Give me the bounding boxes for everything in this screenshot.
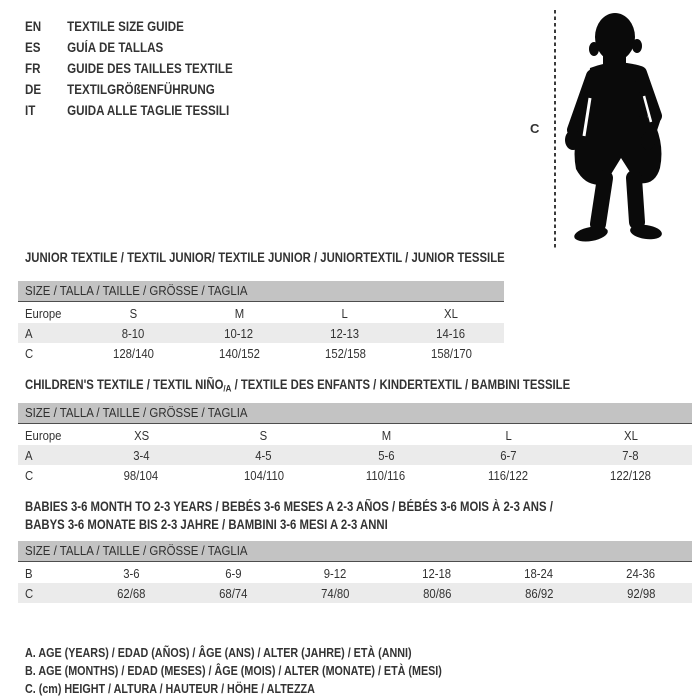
size-value-cell: 62/68 bbox=[116, 585, 146, 601]
size-value-cell: 24-36 bbox=[626, 565, 656, 581]
size-value-cell: 110/116 bbox=[366, 467, 406, 483]
height-measure-dashed-line bbox=[554, 10, 556, 248]
size-value-cell: M bbox=[381, 427, 391, 443]
language-label: GUIDA ALLE TAGLIE TESSILI bbox=[67, 103, 230, 118]
size-value-cell: 12-13 bbox=[330, 325, 360, 341]
size-value-cell: 14-16 bbox=[436, 325, 466, 341]
size-value-cell: 98/104 bbox=[123, 467, 159, 483]
table-row bbox=[18, 303, 504, 323]
size-value-cell: 7-8 bbox=[622, 447, 639, 463]
table-title-line: BABYS 3-6 MONATE BIS 2-3 JAHRE / BAMBINI 3-6 MESI A 2-3 ANNI bbox=[25, 517, 388, 532]
language-label: GUÍA DE TALLAS bbox=[67, 40, 164, 55]
table-title bbox=[18, 498, 692, 534]
language-code: IT bbox=[25, 103, 36, 118]
table-title-line: CHILDREN'S TEXTILE / TEXTIL $NIÑO_{/A}$ / TEXTILE DES ENFANTS / KINDERTEXTIL / BAMBINI TESSILE bbox=[25, 377, 571, 395]
size-value-cell: S bbox=[129, 305, 137, 321]
footnotes bbox=[25, 644, 510, 698]
language-row bbox=[25, 58, 267, 79]
language-label: TEXTILE SIZE GUIDE bbox=[67, 19, 184, 34]
size-value-cell: 5-6 bbox=[377, 447, 395, 463]
row-label-cell: C bbox=[25, 467, 34, 483]
language-label: GUIDE DES TAILLES TEXTILE bbox=[67, 61, 233, 76]
table-title bbox=[18, 376, 692, 394]
language-row bbox=[25, 37, 267, 58]
footnote: B. AGE (MONTHS) / EDAD (MESES) / ÂGE (MOIS) / ALTER (MONATE) / ETÀ (MESI) bbox=[25, 664, 442, 678]
language-code: ES bbox=[25, 40, 41, 55]
table-title-line: BABIES 3-6 MONTH TO 2-3 YEARS / BEBÉS 3-6 MESES A 2-3 AÑOS / BÉBÉS 3-6 MOIS À 2-3 ANS / bbox=[25, 499, 553, 514]
childrens-textile-section bbox=[18, 376, 692, 485]
height-marker-label: C bbox=[530, 121, 540, 136]
size-value-cell: 92/98 bbox=[626, 585, 656, 601]
size-header-bar bbox=[18, 281, 504, 302]
size-value-cell: 86/92 bbox=[524, 585, 554, 601]
size-value-cell: M bbox=[234, 305, 244, 321]
size-value-cell: 3-6 bbox=[122, 565, 140, 581]
footnote: C. (cm) HEIGHT / ALTURA / HAUTEUR / HÖHE / ALTEZZA bbox=[25, 682, 315, 696]
language-code: DE bbox=[25, 82, 42, 97]
table-row bbox=[18, 425, 692, 445]
size-value-cell: 104/110 bbox=[243, 467, 284, 483]
row-label-cell: B bbox=[25, 565, 33, 581]
language-row bbox=[25, 16, 267, 37]
size-value-cell: 10-12 bbox=[224, 325, 254, 341]
size-value-cell: XL bbox=[444, 305, 458, 321]
size-value-cell: 140/152 bbox=[218, 345, 260, 361]
toddler-silhouette-image bbox=[560, 6, 672, 246]
row-label-cell: A bbox=[25, 325, 33, 341]
size-value-cell: 158/170 bbox=[430, 345, 472, 361]
junior-textile-section bbox=[18, 249, 504, 363]
size-value-cell: 152/158 bbox=[324, 345, 366, 361]
size-value-cell: L bbox=[341, 305, 349, 321]
table-title bbox=[18, 249, 504, 267]
babies-size-table bbox=[18, 563, 692, 603]
size-value-cell: 8-10 bbox=[121, 325, 145, 341]
row-label-cell: Europe bbox=[25, 427, 62, 443]
size-value-cell: 6-9 bbox=[224, 565, 242, 581]
size-value-cell: 9-12 bbox=[323, 565, 347, 581]
size-header-label: SIZE / TALLA / TAILLE / GRÖSSE / TAGLIA bbox=[25, 283, 248, 298]
size-value-cell: 18-24 bbox=[524, 565, 554, 581]
size-header-label: SIZE / TALLA / TAILLE / GRÖSSE / TAGLIA bbox=[25, 543, 248, 558]
row-label-cell: C bbox=[25, 345, 34, 361]
table-title-line: JUNIOR TEXTILE / TEXTIL JUNIOR/ TEXTILE JUNIOR / JUNIORTEXTIL / JUNIOR TESSILE bbox=[25, 250, 505, 265]
size-value-cell: L bbox=[505, 427, 512, 443]
language-row bbox=[25, 79, 267, 100]
size-value-cell: 12-18 bbox=[422, 565, 452, 581]
babies-textile-section bbox=[18, 498, 692, 603]
size-value-cell: 122/128 bbox=[610, 467, 652, 483]
size-value-cell: 80/86 bbox=[422, 585, 452, 601]
childrens-size-table bbox=[18, 425, 692, 485]
table-row bbox=[18, 583, 692, 603]
table-row bbox=[18, 445, 692, 465]
size-value-cell: XL bbox=[623, 427, 638, 443]
table-row bbox=[18, 323, 504, 343]
table-row bbox=[18, 563, 692, 583]
footnote: A. AGE (YEARS) / EDAD (AÑOS) / ÂGE (ANS) / ALTER (JAHRE) / ETÀ (ANNI) bbox=[25, 646, 412, 660]
language-code: FR bbox=[25, 61, 41, 76]
table-row bbox=[18, 343, 504, 363]
row-label-cell: Europe bbox=[25, 305, 62, 321]
language-label: TEXTILGRÖßENFÜHRUNG bbox=[67, 82, 215, 97]
size-header-bar bbox=[18, 541, 692, 562]
table-row bbox=[18, 465, 692, 485]
size-value-cell: 128/140 bbox=[112, 345, 154, 361]
size-value-cell: 116/122 bbox=[488, 467, 529, 483]
size-value-cell: 68/74 bbox=[218, 585, 248, 601]
size-value-cell: 3-4 bbox=[133, 447, 150, 463]
language-row bbox=[25, 100, 267, 121]
junior-size-table bbox=[18, 303, 504, 363]
language-code: EN bbox=[25, 19, 42, 34]
row-label-cell: A bbox=[25, 447, 33, 463]
size-value-cell: 6-7 bbox=[500, 447, 517, 463]
size-value-cell: S bbox=[259, 427, 268, 443]
size-header-bar bbox=[18, 403, 692, 424]
row-label-cell: C bbox=[25, 585, 34, 601]
size-header-label: SIZE / TALLA / TAILLE / GRÖSSE / TAGLIA bbox=[25, 405, 248, 420]
size-value-cell: 74/80 bbox=[320, 585, 350, 601]
size-value-cell: 4-5 bbox=[255, 447, 272, 463]
language-list bbox=[25, 16, 267, 121]
size-value-cell: XS bbox=[133, 427, 149, 443]
